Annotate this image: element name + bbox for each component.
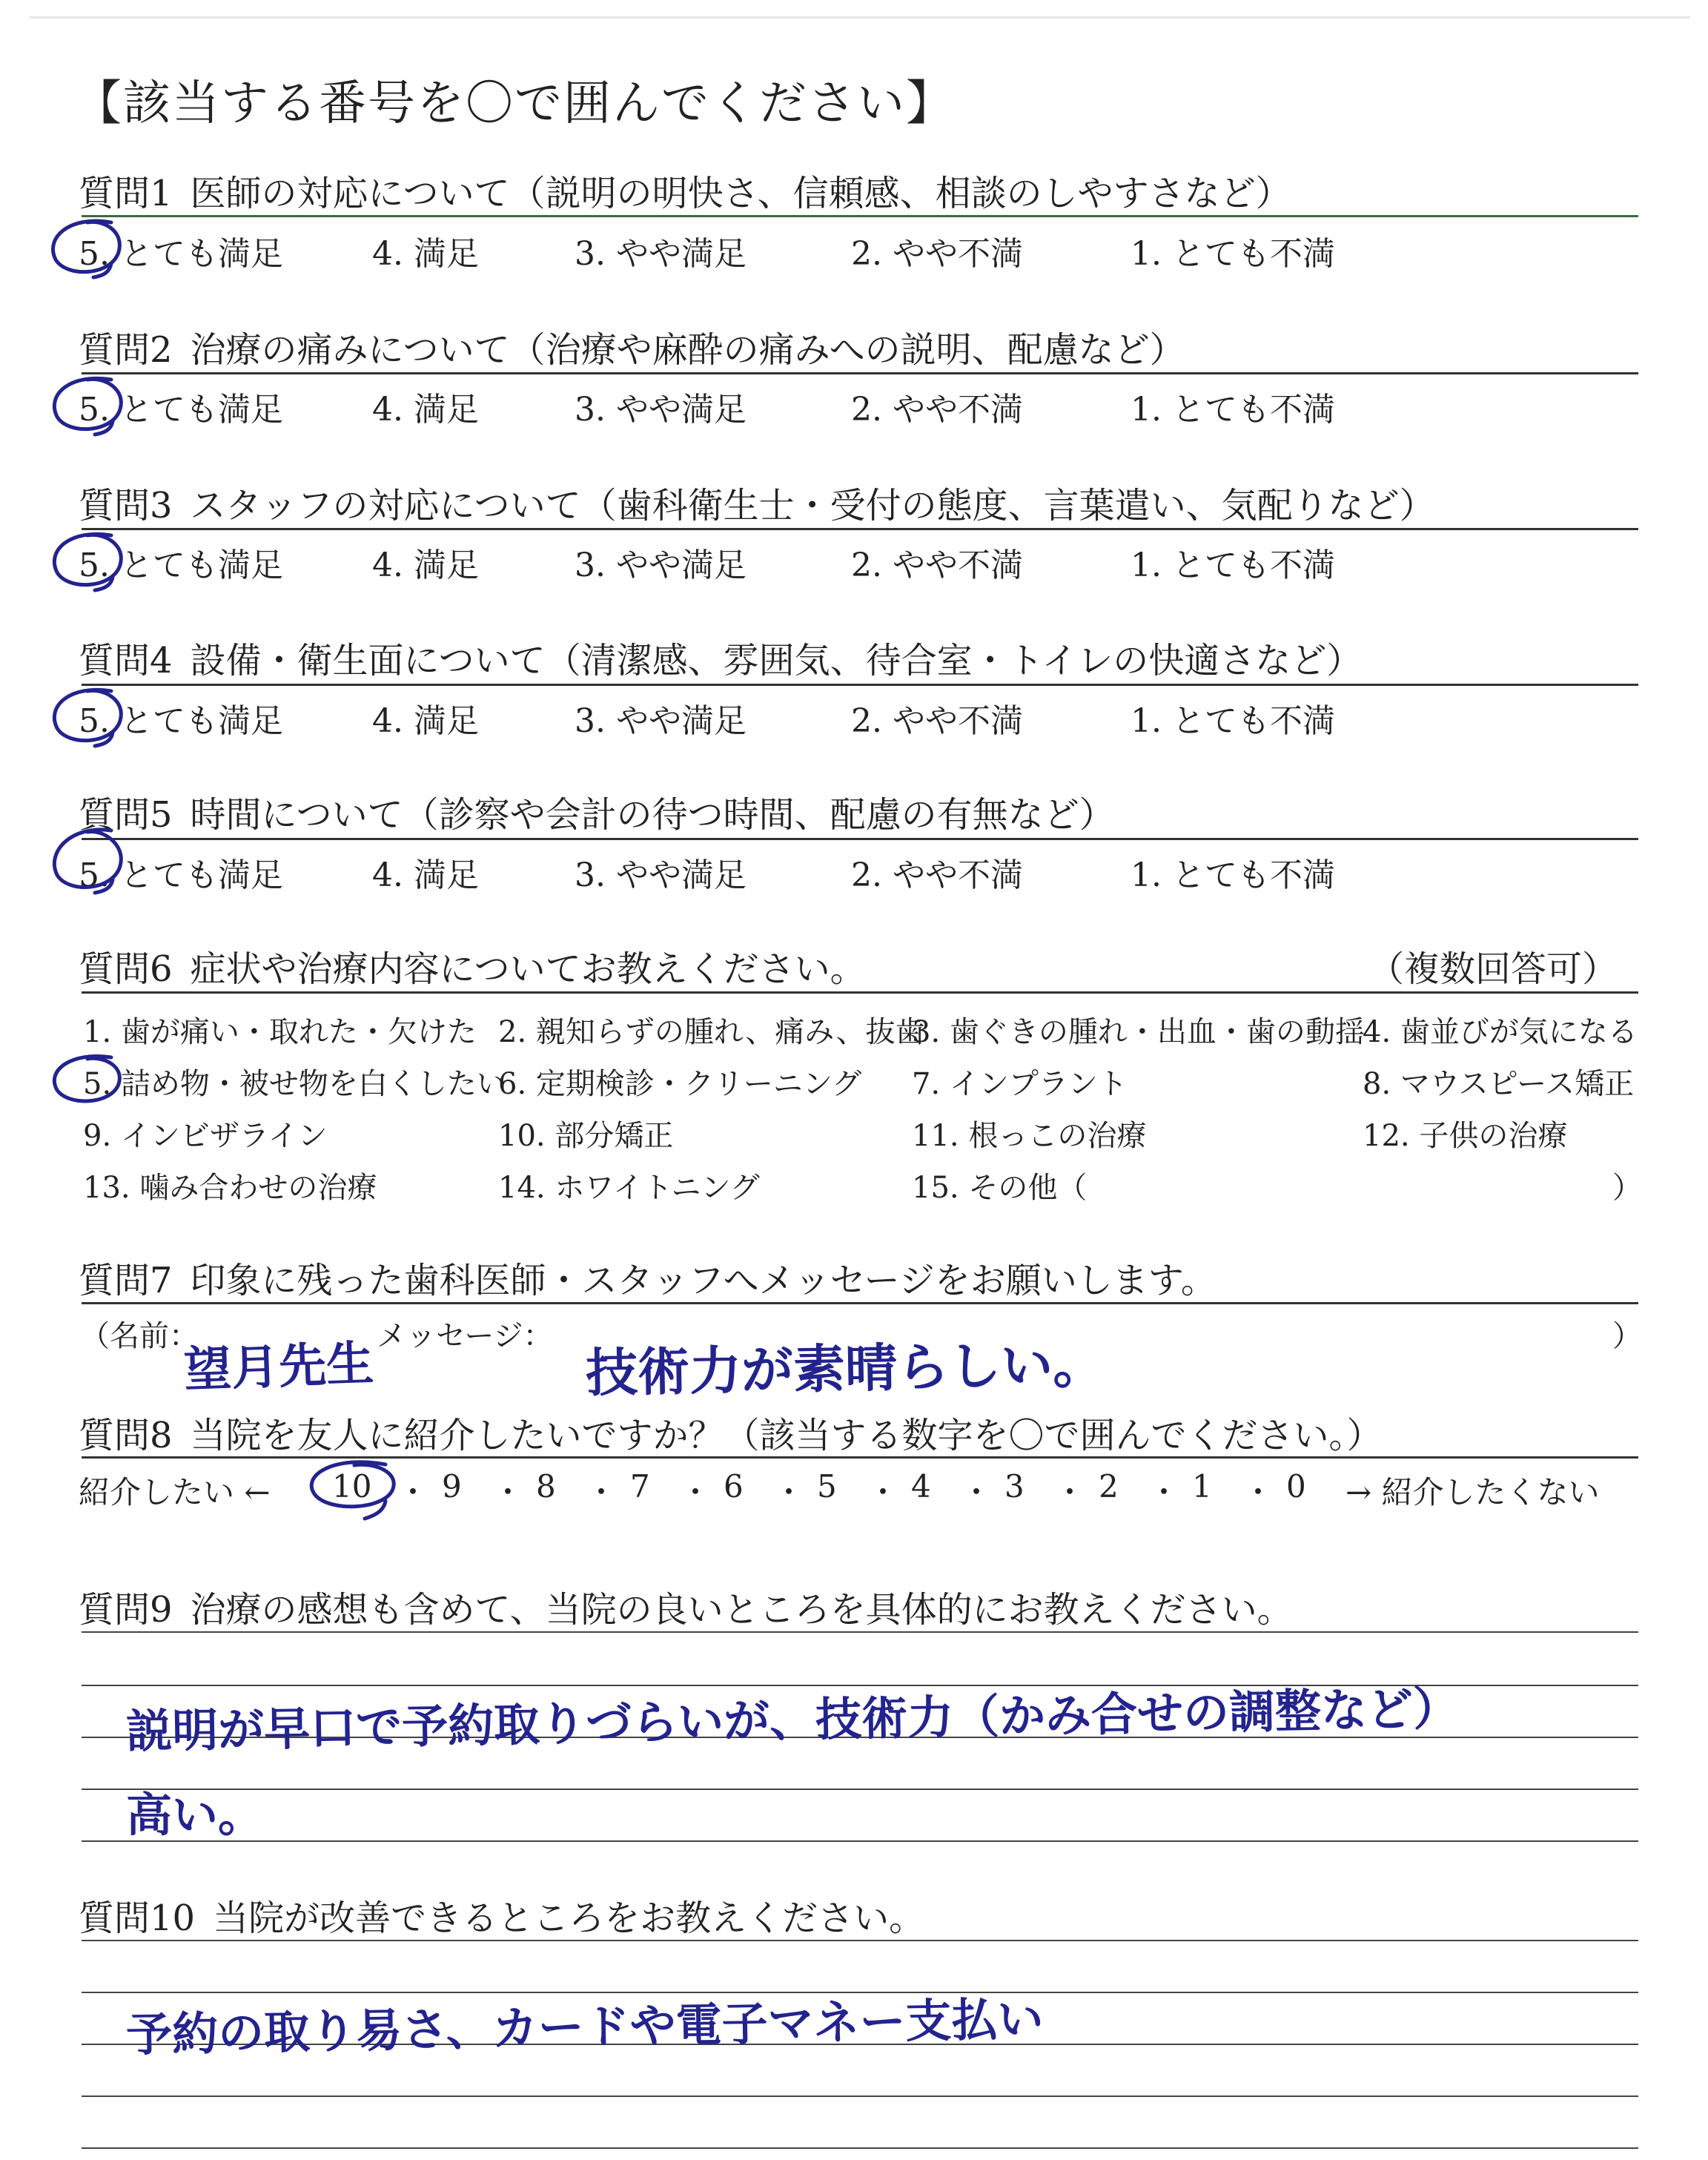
- q2-title: [79, 321, 1185, 372]
- q3-option-1[interactable]: 1. とても不満: [1131, 546, 1335, 584]
- q3-option-4[interactable]: 4. 満足: [372, 546, 479, 584]
- q6-item-15[interactable]: 15. その他（: [912, 1171, 1088, 1205]
- q2-option-5[interactable]: 5. とても満足: [79, 391, 283, 429]
- q8-right-label: → 紹介したくない: [1345, 1474, 1600, 1510]
- q9-answer-line: [82, 1631, 1638, 1633]
- q1-rule: [82, 215, 1638, 217]
- q8-scale-6[interactable]: 6: [724, 1468, 744, 1505]
- q6-item-13[interactable]: 13. 噛み合わせの治療: [83, 1171, 377, 1205]
- q6-item-14[interactable]: 14. ホワイトニング: [498, 1171, 760, 1205]
- q6-item-2[interactable]: 2. 親知らずの腫れ、痛み、抜歯: [498, 1015, 925, 1049]
- q1-option-4[interactable]: 4. 満足: [372, 235, 479, 273]
- q9-answer-line: [82, 1789, 1638, 1790]
- q8-dot: ・: [773, 1474, 805, 1510]
- q7-text: 印象に残った歯科医師・スタッフへメッセージをお願いします。: [190, 1260, 1217, 1301]
- q2-text: 治療の痛みについて（治療や麻酔の痛みへの説明、配慮など）: [190, 329, 1185, 371]
- q4-option-2[interactable]: 2. やや不満: [851, 702, 1023, 740]
- q1-title: [79, 165, 1291, 216]
- q5-option-2[interactable]: 2. やや不満: [851, 856, 1023, 894]
- q8-dot: ・: [1148, 1474, 1180, 1510]
- q8-scale-4[interactable]: 4: [911, 1468, 931, 1505]
- q8-text: 当院を友人に紹介したいですか？（該当する数字を〇で囲んでください。）: [190, 1415, 1383, 1456]
- q6-number: 質問6: [79, 948, 173, 990]
- q3-title: [79, 477, 1435, 528]
- q5-option-4[interactable]: 4. 満足: [372, 856, 479, 894]
- q6-multiple-note: （複数回答可）: [1368, 948, 1618, 990]
- q5-option-1[interactable]: 1. とても不満: [1131, 856, 1335, 894]
- q10-answer-line: [82, 1940, 1638, 1941]
- q8-dot: ・: [397, 1474, 429, 1510]
- q4-option-3[interactable]: 3. やや満足: [575, 702, 747, 740]
- q4-title: [79, 632, 1362, 683]
- q6-item-10[interactable]: 10. 部分矯正: [498, 1119, 674, 1153]
- q5-number: 質問5: [79, 794, 173, 836]
- q6-item-7[interactable]: 7. インプラント: [912, 1067, 1128, 1101]
- q8-dot: ・: [961, 1474, 993, 1510]
- q6-other-close-paren: ）: [1612, 1171, 1642, 1205]
- q6-item-12[interactable]: 12. 子供の治療: [1363, 1119, 1568, 1153]
- q6-title: [79, 940, 1618, 991]
- q6-item-9[interactable]: 9. インビザライン: [83, 1119, 328, 1153]
- q10-answer-handwriting: 予約の取り易さ、カードや電子マネー支払い: [125, 1992, 1045, 2062]
- q10-title: [79, 1889, 924, 1941]
- q7-rule: [82, 1302, 1638, 1304]
- q10-answer-line: [82, 2147, 1638, 2149]
- q8-dot: ・: [680, 1474, 712, 1510]
- q8-dot: ・: [1242, 1474, 1274, 1510]
- q4-rule: [82, 684, 1638, 686]
- q3-rule: [82, 528, 1638, 530]
- q10-text: 当院が改善できるところをお教えください。: [213, 1898, 925, 1939]
- q7-message-label: メッセージ：: [377, 1319, 553, 1353]
- q7-number: 質問7: [79, 1260, 173, 1301]
- q7-name-label: （名前：: [80, 1319, 199, 1353]
- q8-dot: ・: [867, 1474, 899, 1510]
- q6-item-11[interactable]: 11. 根っこの治療: [912, 1119, 1147, 1153]
- q6-rule: [82, 991, 1638, 994]
- q8-scale-9[interactable]: 9: [442, 1468, 462, 1505]
- q1-option-1[interactable]: 1. とても不満: [1131, 235, 1335, 273]
- q7-message-handwriting: 技術力が素晴らしい。: [585, 1333, 1105, 1404]
- q2-rule: [82, 372, 1638, 374]
- q8-scale-2[interactable]: 2: [1099, 1468, 1119, 1505]
- q6-item-3[interactable]: 3. 歯ぐきの腫れ・出血・歯の動揺: [912, 1015, 1365, 1049]
- q3-option-5[interactable]: 5. とても満足: [79, 546, 283, 584]
- q1-text: 医師の対応について（説明の明快さ、信頼感、相談のしやすさなど）: [190, 173, 1291, 214]
- q4-option-1[interactable]: 1. とても不満: [1131, 702, 1335, 740]
- q8-scale-5[interactable]: 5: [817, 1468, 837, 1505]
- q8-dot: ・: [586, 1474, 618, 1510]
- q8-scale-1[interactable]: 1: [1192, 1468, 1212, 1505]
- q9-number: 質問9: [79, 1589, 173, 1631]
- q6-item-1[interactable]: 1. 歯が痛い・取れた・欠けた: [83, 1015, 477, 1049]
- q7-name-handwriting: 望月先生: [182, 1336, 375, 1398]
- q6-text: 症状や治療内容についてお教えください。: [190, 948, 866, 990]
- q3-number: 質問3: [79, 485, 173, 526]
- q2-option-3[interactable]: 3. やや満足: [575, 391, 747, 429]
- q7-close-paren: ）: [1612, 1319, 1642, 1353]
- q10-answer-line: [82, 2095, 1638, 2097]
- q1-option-3[interactable]: 3. やや満足: [575, 235, 747, 273]
- q6-item-8[interactable]: 8. マウスピース矯正: [1363, 1067, 1635, 1101]
- q7-title: [79, 1252, 1217, 1303]
- q8-scale-8[interactable]: 8: [536, 1468, 556, 1505]
- form-heading: 【該当する番号を〇で囲んでください】: [74, 76, 955, 131]
- q5-option-5[interactable]: 5. とても満足: [79, 856, 283, 894]
- q6-item-4[interactable]: 4. 歯並びが気になる: [1363, 1015, 1638, 1049]
- q3-text: スタッフの対応について（歯科衛生士・受付の態度、言葉遣い、気配りなど）: [190, 485, 1435, 526]
- q2-number: 質問2: [79, 329, 173, 371]
- q5-title: [79, 786, 1115, 837]
- q8-title: [79, 1407, 1383, 1458]
- q9-title: [79, 1581, 1293, 1632]
- q5-text: 時間について（診察や会計の待つ時間、配慮の有無など）: [190, 794, 1115, 836]
- q8-scale-7[interactable]: 7: [630, 1468, 650, 1505]
- q8-dot: ・: [1054, 1474, 1086, 1510]
- q9-answer-handwriting-line-2: 高い。: [126, 1788, 265, 1842]
- q6-item-5[interactable]: 5. 詰め物・被せ物を白くしたい: [83, 1067, 506, 1101]
- top-border: [30, 16, 1690, 19]
- q4-option-5[interactable]: 5. とても満足: [79, 702, 283, 740]
- q8-scale-0[interactable]: 0: [1286, 1468, 1306, 1505]
- q4-text: 設備・衛生面について（清潔感、雰囲気、待合室・トイレの快適さなど）: [190, 640, 1363, 681]
- q1-option-5[interactable]: 5. とても満足: [79, 235, 283, 273]
- q4-option-4[interactable]: 4. 満足: [372, 702, 479, 740]
- q8-rule: [82, 1456, 1638, 1459]
- q4-number: 質問4: [79, 640, 173, 681]
- q5-rule: [82, 838, 1638, 840]
- q8-number: 質問8: [79, 1415, 173, 1456]
- q6-item-6[interactable]: 6. 定期検診・クリーニング: [498, 1067, 862, 1101]
- q1-number: 質問1: [79, 173, 173, 214]
- q1-option-2[interactable]: 2. やや不満: [851, 235, 1023, 273]
- q8-dot: ・: [492, 1474, 524, 1510]
- q9-answer-line: [82, 1840, 1638, 1842]
- q8-scale-10[interactable]: 10: [332, 1468, 372, 1505]
- q8-left-label: 紹介したい ←: [79, 1474, 271, 1510]
- q8-scale-3[interactable]: 3: [1004, 1468, 1025, 1505]
- q5-option-3[interactable]: 3. やや満足: [575, 856, 747, 894]
- q10-number: 質問10: [79, 1898, 196, 1939]
- q2-option-2[interactable]: 2. やや不満: [851, 391, 1023, 429]
- q9-answer-handwriting-line-1: 説明が早口で予約取りづらいが、技術力（かみ合せの調整など）: [125, 1681, 1460, 1759]
- q3-option-2[interactable]: 2. やや不満: [851, 546, 1023, 584]
- q3-option-3[interactable]: 3. やや満足: [575, 546, 747, 584]
- q2-option-4[interactable]: 4. 満足: [372, 391, 479, 429]
- q2-option-1[interactable]: 1. とても不満: [1131, 391, 1335, 429]
- q9-text: 治療の感想も含めて、当院の良いところを具体的にお教えください。: [190, 1589, 1293, 1631]
